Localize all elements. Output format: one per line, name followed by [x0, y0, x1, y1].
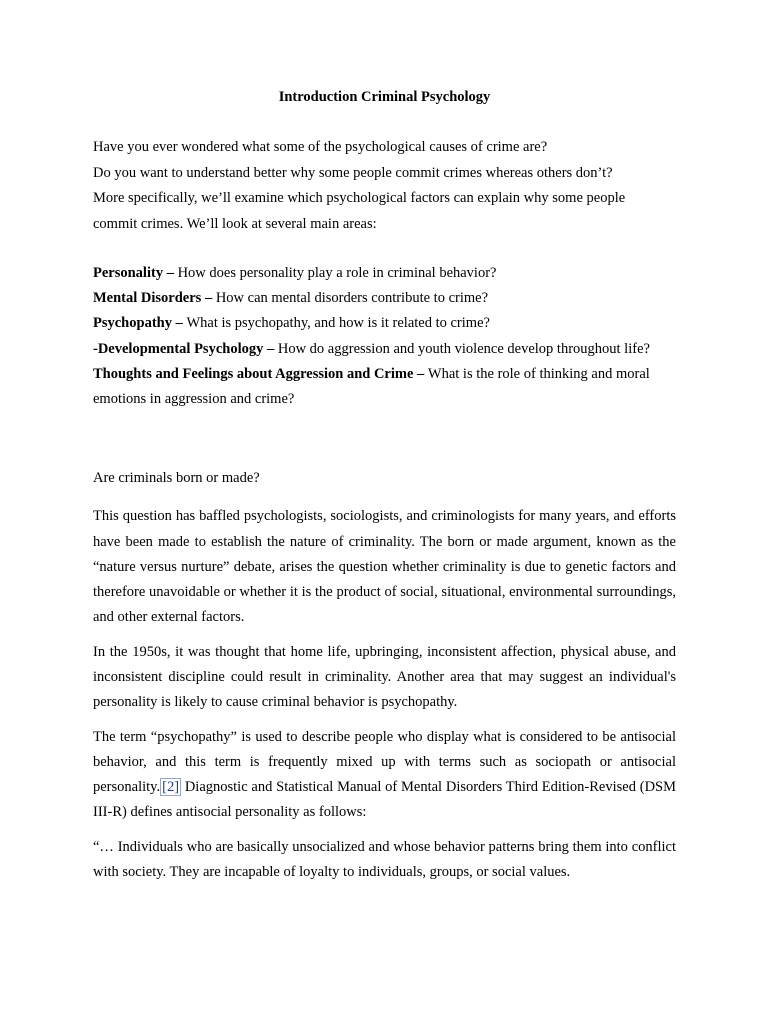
intro-line: Have you ever wondered what some of the psychological causes of crime are? — [93, 139, 548, 155]
intro-block — [93, 135, 676, 237]
section-question: Are criminals born or made? — [93, 470, 260, 487]
intro-line: commit crimes. We’ll look at several main areas: — [93, 215, 377, 232]
intro-line: Do you want to understand better why some people commit crimes whereas others don’t? — [93, 164, 613, 181]
intro-line: More specifically, we’ll examine which psychological factors can explain why some people — [93, 190, 626, 206]
area-item-mental-disorders: Mental Disorders – How can mental disorders contribute to crime? — [93, 290, 489, 307]
document-title: Introduction Criminal Psychology — [278, 89, 491, 105]
area-question: How does personality play a role in criminal behavior? — [177, 265, 497, 281]
reference-link[interactable]: [2] — [162, 779, 180, 796]
area-item-developmental-psychology: -Developmental Psychology – How do aggression and youth violence develop throughout life? — [93, 340, 650, 357]
area-term: Mental Disorders — [93, 290, 202, 307]
area-item-personality: Personality – How does personality play a role in criminal behavior? — [93, 265, 497, 281]
body-paragraph: The term “psychopathy” is used to describe people who display what is considered to be antisocial behavior, and this term is frequently mixed up with terms such as sociopath or antisocial personality. [2] Diagnostic and Statistical Manual of Mental Disorders Third Edition-Revised (DSM III-R) defines antisocial personality as follows: — [93, 728, 676, 821]
area-question: What is psychopathy, and how is it related to crime? — [186, 315, 490, 332]
area-term: Thoughts and Feelings about Aggression and Crime — [93, 365, 414, 382]
body-paragraph: In the 1950s, it was thought that home life, upbringing, inconsistent affection, physical abuse, and inconsistent discipline could result in criminality. Another area that may suggest an individual's personality is likely to cause criminal behavior is psychopathy. — [93, 643, 676, 711]
quote-paragraph: “… Individuals who are basically unsocialized and whose behavior patterns bring them into conflict with society. They are incapable of loyalty to individuals, groups, or social values. — [93, 838, 676, 881]
body-paragraph: This question has baffled psychologists, sociologists, and criminologists for many years, and efforts have been made to establish the nature of criminality. The born or made argument, known as the “nature versus nurture” debate, arises the question whether criminality is due to genetic factors and therefore unavoidable or whether it is the product of social, situational, environmental surroundings, and other external factors. — [93, 508, 676, 626]
areas-list — [93, 261, 676, 412]
area-item-thoughts-feelings: Thoughts and Feelings about Aggression and Crime – What is the role of thinking and moral emotions in aggression and crime? — [93, 365, 650, 408]
area-question: What is the role of thinking and moral emotions in aggression and crime? — [93, 365, 650, 408]
area-item-psychopathy: Psychopathy – What is psychopathy, and how is it related to crime? — [93, 315, 490, 332]
area-question: How do aggression and youth violence develop throughout life? — [277, 340, 650, 357]
area-question: How can mental disorders contribute to crime? — [215, 290, 489, 307]
area-term: Psychopathy — [93, 315, 172, 332]
area-term: -Developmental Psychology — [93, 340, 264, 357]
area-term: Personality — [93, 265, 164, 281]
